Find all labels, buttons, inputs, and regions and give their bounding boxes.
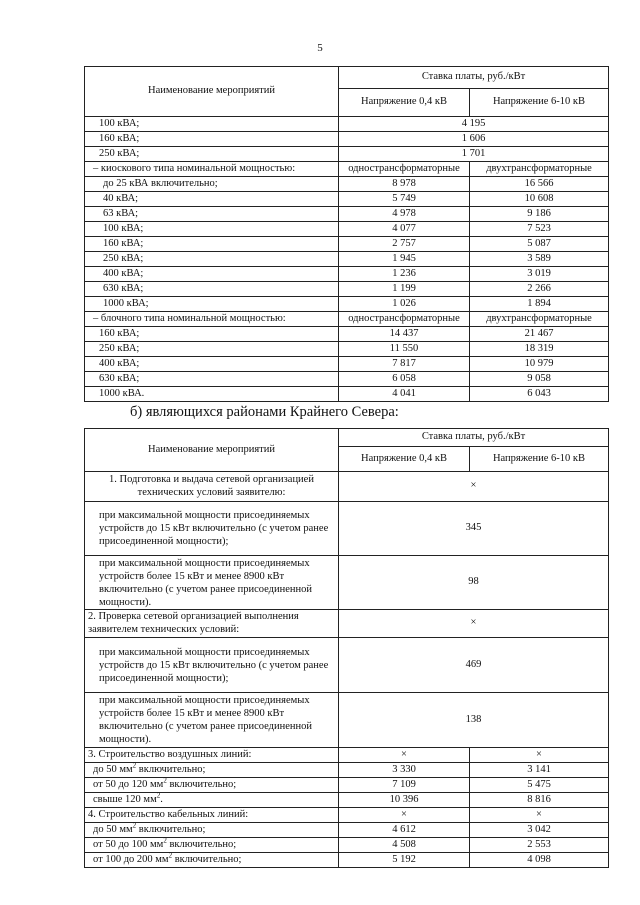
- page-number: 5: [317, 42, 323, 54]
- row-name-text: от 50 до 100 мм: [93, 838, 164, 850]
- row-name: 250 кВА;: [85, 147, 339, 162]
- t2-header-rate: Ставка платы, руб./кВт: [339, 429, 609, 447]
- row-value-610: 4 098: [470, 853, 609, 868]
- s2-row1-value: 469: [339, 638, 609, 693]
- row-value: 1 606: [339, 132, 609, 147]
- row-name: 630 кВА;: [85, 282, 339, 297]
- t1-header-rate: Ставка платы, руб./кВт: [339, 67, 609, 89]
- t1-kiosk-col2: двухтрансформаторные: [470, 162, 609, 177]
- table-row: [85, 282, 609, 297]
- row-value-04: 4 077: [339, 222, 470, 237]
- row-value-04: 3 330: [339, 763, 470, 778]
- row-value-04: 10 396: [339, 793, 470, 808]
- s2-row2-text: при максимальной мощности присоединяемых устройств более 15 кВт и менее 8900 кВт включительно (с учетом ранее присоединенной мощности).: [85, 693, 339, 748]
- row-name-sup: 2: [163, 836, 167, 845]
- row-name: 63 кВА;: [85, 207, 339, 222]
- row-name-text: от 100 до 200 мм: [93, 853, 169, 865]
- row-name: 400 кВА;: [85, 267, 339, 282]
- t1-block-rows: [85, 327, 609, 402]
- row-value-610: 1 894: [470, 297, 609, 312]
- row-name-text: до 50 мм: [93, 763, 133, 775]
- table-row: [85, 793, 609, 808]
- s2-row2-value: 138: [339, 693, 609, 748]
- row-value-610: 18 319: [470, 342, 609, 357]
- table-row: [85, 132, 609, 147]
- row-value-610: 5 475: [470, 778, 609, 793]
- t1-header-voltage-610: Напряжение 6-10 кВ: [470, 89, 609, 117]
- row-name: 40 кВА;: [85, 192, 339, 207]
- row-name: [85, 763, 339, 778]
- row-value-610: 3 019: [470, 267, 609, 282]
- row-value-610: 2 553: [470, 838, 609, 853]
- row-name-suffix: включительно;: [172, 853, 242, 865]
- row-value-04: 5 749: [339, 192, 470, 207]
- row-name: 160 кВА;: [85, 132, 339, 147]
- s1-row1-value: 345: [339, 502, 609, 556]
- row-name-text: до 50 мм: [93, 823, 133, 835]
- row-value-04: 8 978: [339, 177, 470, 192]
- s1-row2-text: при максимальной мощности присоединяемых устройств более 15 кВт и менее 8900 кВт включительно (с учетом ранее присоединенной мощности).: [85, 556, 339, 610]
- row-name: 630 кВА;: [85, 372, 339, 387]
- s3-mark-1: ×: [339, 748, 470, 763]
- table-row: [85, 327, 609, 342]
- row-name: [85, 778, 339, 793]
- t1-merged-rows: [85, 117, 609, 162]
- row-value-610: 6 043: [470, 387, 609, 402]
- t2-header-name: Наименование мероприятий: [85, 429, 339, 472]
- rate-table-2: [84, 428, 609, 868]
- row-value: 1 701: [339, 147, 609, 162]
- row-name-suffix: .: [160, 793, 163, 805]
- row-name: до 25 кВА включительно;: [85, 177, 339, 192]
- t1-block-label: – блочного типа номинальной мощностью:: [85, 312, 339, 327]
- row-name: 160 кВА;: [85, 237, 339, 252]
- row-name: [85, 823, 339, 838]
- s1-title: 1. Подготовка и выдача сетевой организацией технических условий заявителю:: [85, 472, 339, 502]
- row-name-sup: 2: [132, 761, 137, 770]
- row-name-sup: 2: [168, 851, 173, 860]
- row-name: 250 кВА;: [85, 342, 339, 357]
- row-name-suffix: включительно;: [136, 823, 206, 835]
- row-name-text: свыше 120 мм: [93, 793, 157, 805]
- row-value-04: 6 058: [339, 372, 470, 387]
- row-value-610: 3 141: [470, 763, 609, 778]
- row-value-610: 2 266: [470, 282, 609, 297]
- table-row: [85, 147, 609, 162]
- s3-title: 3. Строительство воздушных линий:: [85, 748, 339, 763]
- s2-mark: ×: [339, 610, 609, 638]
- row-name: 100 кВА;: [85, 117, 339, 132]
- t1-kiosk-label: – киоскового типа номинальной мощностью:: [85, 162, 339, 177]
- row-value-610: 10 979: [470, 357, 609, 372]
- table-row: [85, 372, 609, 387]
- table-row: [85, 267, 609, 282]
- row-value-04: 11 550: [339, 342, 470, 357]
- s1-mark: ×: [339, 472, 609, 502]
- table-row: [85, 357, 609, 372]
- row-name-suffix: включительно;: [136, 763, 206, 775]
- row-name: 1000 кВА;: [85, 297, 339, 312]
- row-value-04: 4 041: [339, 387, 470, 402]
- table-row: [85, 222, 609, 237]
- row-name: 160 кВА;: [85, 327, 339, 342]
- table-row: [85, 342, 609, 357]
- s4-rows: [85, 823, 609, 868]
- s4-mark-1: ×: [339, 808, 470, 823]
- row-value-610: 10 608: [470, 192, 609, 207]
- t2-header-voltage-610: Напряжение 6-10 кВ: [470, 447, 609, 472]
- row-value-610: 7 523: [470, 222, 609, 237]
- row-value-610: 3 042: [470, 823, 609, 838]
- t1-header-name: Наименование мероприятий: [85, 67, 339, 117]
- row-value-04: 4 612: [339, 823, 470, 838]
- s1-row2-value: 98: [339, 556, 609, 610]
- s3-mark-2: ×: [470, 748, 609, 763]
- row-name: 100 кВА;: [85, 222, 339, 237]
- row-name-suffix: включительно;: [166, 838, 237, 850]
- table-row: [85, 192, 609, 207]
- row-name: 1000 кВА.: [85, 387, 339, 402]
- s4-title: 4. Строительство кабельных линий:: [85, 808, 339, 823]
- row-name: 400 кВА;: [85, 357, 339, 372]
- table-row: [85, 177, 609, 192]
- rate-table-1: [84, 66, 609, 402]
- table-row: [85, 207, 609, 222]
- s2-title: 2. Проверка сетевой организацией выполнения заявителем технических условий:: [85, 610, 339, 638]
- row-name-sup: 2: [163, 776, 167, 785]
- t1-block-col1: однострансформаторные: [339, 312, 470, 327]
- row-name: 250 кВА;: [85, 252, 339, 267]
- s4-mark-2: ×: [470, 808, 609, 823]
- row-value-04: 7 109: [339, 778, 470, 793]
- table-row: [85, 778, 609, 793]
- section-caption: б) являющихся районами Крайнего Севера:: [130, 404, 399, 420]
- s1-row1-text: при максимальной мощности присоединяемых устройств до 15 кВт включительно (с учетом ранее присоединенной мощности);: [85, 502, 339, 556]
- table-row: [85, 237, 609, 252]
- row-value-610: 5 087: [470, 237, 609, 252]
- row-value-04: 2 757: [339, 237, 470, 252]
- row-value-610: 21 467: [470, 327, 609, 342]
- t1-kiosk-rows: [85, 177, 609, 312]
- row-name-sup: 2: [156, 791, 161, 800]
- s2-row1-text: при максимальной мощности присоединяемых устройств до 15 кВт включительно (с учетом ранее присоединенной мощности);: [85, 638, 339, 693]
- row-value-04: 14 437: [339, 327, 470, 342]
- table-row: [85, 117, 609, 132]
- row-value-04: 1 945: [339, 252, 470, 267]
- row-name: [85, 793, 339, 808]
- t2-header-voltage-04: Напряжение 0,4 кВ: [339, 447, 470, 472]
- row-value-04: 1 026: [339, 297, 470, 312]
- table-row: [85, 387, 609, 402]
- table-row: [85, 838, 609, 853]
- row-value-04: 7 817: [339, 357, 470, 372]
- row-name-suffix: включительно;: [166, 778, 237, 790]
- row-value-04: 4 978: [339, 207, 470, 222]
- table-row: [85, 252, 609, 267]
- row-value-610: 8 816: [470, 793, 609, 808]
- row-name-text: от 50 до 120 мм: [93, 778, 164, 790]
- row-value-610: 9 058: [470, 372, 609, 387]
- row-value-610: 16 566: [470, 177, 609, 192]
- row-value-610: 9 186: [470, 207, 609, 222]
- row-name: [85, 838, 339, 853]
- row-name-sup: 2: [132, 821, 137, 830]
- row-value-04: 4 508: [339, 838, 470, 853]
- table-row: [85, 297, 609, 312]
- row-value-610: 3 589: [470, 252, 609, 267]
- row-value: 4 195: [339, 117, 609, 132]
- row-value-04: 1 236: [339, 267, 470, 282]
- table-row: [85, 853, 609, 868]
- row-value-04: 5 192: [339, 853, 470, 868]
- t1-block-col2: двухтрансформаторные: [470, 312, 609, 327]
- t1-kiosk-col1: однострансформаторные: [339, 162, 470, 177]
- t1-header-voltage-04: Напряжение 0,4 кВ: [339, 89, 470, 117]
- s3-rows: [85, 763, 609, 808]
- row-value-04: 1 199: [339, 282, 470, 297]
- row-name: [85, 853, 339, 868]
